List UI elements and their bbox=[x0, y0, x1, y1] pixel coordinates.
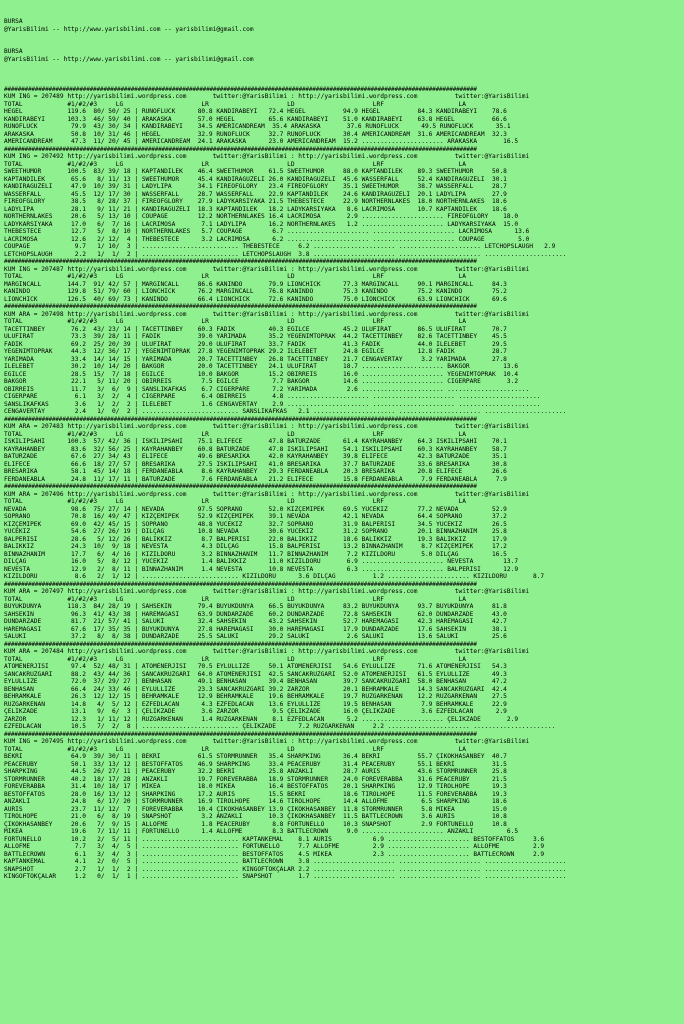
column-header-line: TOTAL #1/#2/#3 LG LR LD LRF LA bbox=[4, 595, 466, 603]
race-section bbox=[4, 738, 680, 881]
section-separator: ########################################################################################################################################## bbox=[4, 415, 477, 423]
race-section bbox=[4, 648, 680, 731]
result-row: LETCHOPSLAUGH 2.2 1/ 1/ 2 | .......................... LETCHOPSLAUGH 3.8 ...................... ...................... ...................... bbox=[4, 250, 567, 258]
result-row: FERDANEABLA 24.8 11/ 17/ 11 | BATURZADE 7.6 FERDANEABLA 21.2 ELIFECE 15.8 FERDANEABLA 7.9 FERDANEABLA 7.9 bbox=[4, 475, 507, 483]
column-header-line: TOTAL #1/#2/#3 LG LR LD LRF LA bbox=[4, 160, 466, 168]
result-row: LIONCHICK 126.5 40/ 69/ 73 | KANINDO 66.4 LIONCHICK 72.6 KANINDO 75.0 LIONCHICK 63.9 LIONCHICK 69.6 bbox=[4, 295, 507, 303]
section-separator: ########################################################################################################################################## bbox=[4, 483, 477, 490]
header-line: @YarisBilimi -- http://www.yarisbilimi.com -- yarisbilimi@gmail.com bbox=[4, 25, 254, 33]
result-row: BENHASAN 66.4 24/ 33/ 46 | EYLÜLLIZE 23.3 SANCAKRÜZGARI 39.2 ZARZOR 20.1 BEHRAMKALE 14.3 SANCAKRÜZGARI 42.4 bbox=[4, 685, 507, 693]
result-row: AURIS 23.7 11/ 12/ 7 | FOREVERABBA 10.4 ÇIKOKHASANBEY 13.9 ÇIKOKHASANBEY 11.8 STORMRUNNER 5.8 MIKEA 15.0 bbox=[4, 805, 507, 813]
result-row: OBIRREIS 11.7 3/ 6/ 9 | SANSLIKAFKAS 6.7 CIGERPARE 7.2 YARIMADA 2.6 ...................... ...................... bbox=[4, 385, 530, 393]
result-row: BATTLECROWN 6.1 3/ 4/ 3 | .......................... BESTOFFATOS 4.5 MIKEA 2.3 ...................... BATTLECROWN 2.9 bbox=[4, 850, 545, 858]
section-separator: ########################################################################################################################################## bbox=[4, 145, 477, 153]
result-row: ZARZOR 12.3 1/ 11/ 12 | RÜZGARKENAN 1.4 RÜZGARKENAN 8.1 EZFEDLACAN 5.2 ...................... ÇELIKZADE 2.9 bbox=[4, 715, 519, 723]
result-row: ANZAKLI 24.8 6/ 17/ 20 | STORMRUNNER 16.9 TIROLHOPE 14.6 TIROLHOPE 14.4 ALLOFME 6.5 SHARPKING 18.6 bbox=[4, 798, 507, 805]
column-header-line: TOTAL #1/#2/#3 LG LR LD LRF LA bbox=[4, 430, 466, 438]
result-row: DÜNDARZADE 81.7 21/ 57/ 41 | SALUKI 32.4 SAHSEKIN 43.2 SAHSEKIN 52.7 HAREMAGASI 42.3 HAREMAGASI 42.7 bbox=[4, 618, 507, 625]
result-row: CENGAVERTAY 2.4 1/ 0/ 2 | .......................... SANSLIKAFKAS 2.1 ...................... ...................... ...................... bbox=[4, 408, 567, 415]
result-row: NEVADA 98.6 75/ 27/ 14 | NEVADA 97.5 SOPRANO 52.0 KIZÇEMIPEK 69.5 YÜCEKIZ 77.2 NEVADA 52.9 bbox=[4, 505, 507, 513]
result-row: SNAPSHOT 2.7 1/ 1/ 2 | .......................... KINGOFTOKÇALAR 2.2 ...................... ...................... ...................... bbox=[4, 865, 567, 873]
race-section bbox=[4, 588, 680, 641]
result-row: ATOMENERJISI 97.4 52/ 48/ 31 | ATOMENERJISI 70.5 EYLÜLLIZE 50.1 ATOMENERJISI 54.6 EYLÜLLIZE 71.6 ATOMENERJISI 54.3 bbox=[4, 663, 507, 670]
column-header-line: TOTAL #1/#2/#3 LG LR LD LRF LA bbox=[4, 318, 466, 325]
result-row: SHARPKING 44.5 26/ 27/ 11 | PEACERUBY 32.2 BEKRI 25.8 ANZAKLI 28.7 AURIS 43.6 STORMRUNNER 25.8 bbox=[4, 768, 507, 775]
race-header-line: KUM ING = 207495 http://yarisbilimi.wordpress.com twitter:@YarisBilimi : http://yarisbilimi.wordpress.com twitter:@YarisBilimi bbox=[4, 738, 530, 745]
header-line: @YarisBilimi -- http://www.yarisbilimi.com -- yarisbilimi@gmail.com bbox=[4, 55, 254, 63]
race-section bbox=[4, 153, 680, 258]
result-row: BALPERISI 28.6 5/ 12/ 26 | BALIKKIZ 8.7 BALPERISI 22.0 BALIKKIZ 18.6 BALIKKIZ 19.3 BALIKKIZ 17.9 bbox=[4, 535, 507, 543]
document-header bbox=[4, 18, 680, 71]
race-section bbox=[4, 491, 680, 581]
result-row: BALIKKIZ 24.3 10/ 9/ 18 | NEVESTA 4.3 DILÇAG 15.8 BALPERISI 13.2 BINNAZHANIM 8.7 KIZÇEMIPEK 17.2 bbox=[4, 543, 507, 550]
result-row: BEKRI 64.9 39/ 30/ 11 | BEKRI 61.5 STORMRUNNER 35.4 SHARPKING 36.4 BEKRI 55.7 ÇIKOKHASANBEY 40.7 bbox=[4, 753, 507, 760]
column-header-line: TOTAL #1/#2/#3 LG LR LD LRF LA bbox=[4, 745, 466, 753]
section-separator: ########################################################################################################################################## bbox=[4, 580, 477, 588]
result-row: TACETTINBEY 76.2 43/ 23/ 14 | TACETTINBEY 60.3 FADIK 40.3 EGILCE 45.2 ULUFIRAT 86.5 ULUFIRAT 70.7 bbox=[4, 325, 507, 333]
section-separator: ########################################################################################################################################## bbox=[4, 640, 477, 648]
result-row: KIZÇEMIPEK 69.0 42/ 45/ 15 | SOPRANO 48.8 YÜCEKIZ 32.7 SOPRANO 31.9 BALPERISI 34.5 YÜCEKIZ 26.5 bbox=[4, 520, 507, 528]
result-row: SOPRANO 70.8 16/ 49/ 47 | KIZÇEMIPEK 52.9 KIZÇEMIPEK 39.1 NEVADA 42.1 NEVADA 64.4 SOPRANO 37.2 bbox=[4, 513, 507, 520]
result-row: CIGERPARE 6.1 3/ 2/ 4 | CIGERPARE 6.4 OBIRREIS 4.8 ...................... ...................... ...................... bbox=[4, 393, 541, 400]
result-row: AMERICANDREAM 47.3 11/ 20/ 45 | AMERICANDREAM 24.1 ARAKASKA 23.0 AMERICANDREAM 15.2 ...................... ARAKASKA 16.5 bbox=[4, 138, 519, 145]
result-row: WASSERFALL 45.5 12/ 17/ 30 | WASSERFALL 28.7 WASSERFALL 22.9 KAPTANDILEK 24.6 KANDIRAGÜZELI 20.1 LADYLIPA 27.9 bbox=[4, 190, 507, 198]
result-row: NORTHERNLAKES 20.6 5/ 13/ 10 | COUPAGE 12.2 NORTHERNLAKES 16.4 LACRIMOSA 2.9 ...................... FIREOFGLORY 18.0 bbox=[4, 213, 519, 220]
race-section bbox=[4, 93, 680, 146]
header-line bbox=[4, 63, 680, 71]
result-row: RUNOFLUCK 79.9 43/ 30/ 34 | KANDIRABEYI 34.5 AMERICANDREAM 35.4 ARAKASKA 37.6 RUNOFLUCK 49.5 RUNOFLUCK 35.1 bbox=[4, 123, 511, 130]
result-row: LACRIMOSA 12.6 2/ 12/ 4 | THEBESTECE 3.2 LACRIMOSA 6.2 ...................... ...................... COUPAGE 5.0 bbox=[4, 235, 530, 243]
result-row: COUPAGE 9.7 1/ 10/ 3 | .......................... THEBESTECE 6.2 ...................... ...................... LETCHOPSLAUGH 2.9 bbox=[4, 243, 556, 250]
section-separator: ########################################################################################################################################## bbox=[4, 258, 477, 265]
section-separator: ########################################################################################################################################## bbox=[4, 730, 477, 738]
result-row: HEGEL 119.6 80/ 50/ 25 | RUNOFLUCK 80.8 KANDIRABEYI 72.4 HEGEL 94.9 HEGEL 84.3 KANDIRABEYI 78.6 bbox=[4, 108, 507, 115]
result-row: BRESARIKA 58.1 45/ 14/ 18 | FERDANEABLA 8.6 KAYRAHANBEY 29.3 FERDANEABLA 20.3 BRESARIKA 20.8 ELIFECE 26.6 bbox=[4, 468, 507, 475]
result-row: KANINDO 129.8 51/ 79/ 60 | LIONCHICK 76.2 MARGINCALL 76.8 KANINDO 75.3 KANINDO 75.2 KANINDO 75.2 bbox=[4, 288, 507, 295]
result-row: LADYLIPA 28.1 9/ 11/ 21 | KANDIRAGÜZELI 18.3 KAPTANDILEK 18.2 LADYKARSIYAKA 8.6 LACRIMOSA 10.7 KAPTANDILEK 18.6 bbox=[4, 205, 507, 213]
result-row: MARGINCALL 144.7 91/ 42/ 57 | MARGINCALL 86.6 KANINDO 79.9 LIONCHICK 77.3 MARGINCALL 90.1 MARGINCALL 84.3 bbox=[4, 280, 507, 288]
header-line: BURSA bbox=[4, 18, 23, 25]
result-row: BINNAZHANIM 17.7 6/ 4/ 16 | KIZILDORU 3.2 BINNAZHANIM 11.7 BINNAZHANIM 7.2 KIZILDORU 5.0 DILÇAG 16.5 bbox=[4, 550, 507, 558]
header-line bbox=[4, 33, 680, 41]
result-row: EYLÜLLIZE 72.0 37/ 29/ 27 | BENHASAN 49.1 BENHASAN 39.4 BENHASAN 39.7 SANCAKRÜZGARI 58.0 BENHASAN 47.2 bbox=[4, 678, 507, 685]
result-row: EGILCE 28.5 15/ 7/ 18 | EGILCE 10.0 BAKGÖR 15.2 OBIRREIS 16.0 ...................... YEGENIMTOPRAK 10.4 bbox=[4, 370, 519, 378]
result-row: ULUFIRAT 73.3 39/ 28/ 11 | FADIK 39.0 YARIMADA 35.2 YEGENIMTOPRAK 44.2 TACETTINBEY 82.6 TACETTINBEY 45.5 bbox=[4, 333, 507, 340]
result-row: ALLOFME 7.7 3/ 4/ 5 | .......................... FORTUNELLO 7.7 ALLOFME 2.9 ...................... ALLOFME 2.9 bbox=[4, 843, 545, 850]
result-row: PEACERUBY 50.1 33/ 13/ 12 | BESTOFFATOS 46.9 SHARPKING 33.4 PEACERUBY 31.4 PEACERUBY 55.1 BEKRI 31.5 bbox=[4, 760, 507, 768]
result-row: KIZILDORU 8.6 2/ 1/ 12 | .......................... KIZILDORU 3.6 DILÇAG 1.2 ...................... KIZILDORU 8.7 bbox=[4, 573, 545, 580]
result-row: KANDIRAGÜZELI 47.9 10/ 39/ 31 | LADYLIPA 34.1 FIREOFGLORY 23.4 FIREOFGLORY 35.1 SWEETHUMOR 38.7 WASSERFALL 28.7 bbox=[4, 183, 507, 190]
result-row: SAHSEKIN 96.3 41/ 43/ 38 | HAREMAGASI 63.9 DÜNDARZADE 60.2 DÜNDARZADE 72.8 SAHSEKIN 62.0 DÜNDARZADE 43.0 bbox=[4, 610, 507, 618]
result-row: TIROLHOPE 21.0 6/ 8/ 19 | SNAPSHOT 3.2 ANZAKLI 10.3 ÇIKOKHASANBEY 11.5 BATTLECROWN 3.6 AURIS 10.8 bbox=[4, 813, 507, 820]
race-sections bbox=[4, 86, 680, 881]
column-header-line: TOTAL #1/#2/#3 LG LR LD LRF LA bbox=[4, 498, 466, 505]
column-header-line: TOTAL #1/#2/#3 LG LR LD LRF LA bbox=[4, 273, 466, 280]
result-row: FADIK 69.2 25/ 20/ 39 | ULUFIRAT 29.0 ULUFIRAT 33.7 FADIK 41.3 FADIK 44.0 ILELEBET 29.5 bbox=[4, 340, 507, 348]
result-row: EZFEDLACAN 10.5 7/ 2/ 8 | .......................... ÇELIKZADE 7.2 RÜZGARKENAN 2.2 ...................... ...................... bbox=[4, 723, 556, 730]
result-row: BÜYÜKDÜNYA 118.3 84/ 28/ 19 | SAHSEKIN 79.4 BÜYÜKDÜNYA 66.5 BÜYÜKDÜNYA 83.2 BÜYÜKDÜNYA 93.7 BÜYÜKDÜNYA 81.8 bbox=[4, 603, 507, 610]
result-row: KAYRAHANBEY 83.6 32/ 56/ 25 | KAYRAHANBEY 60.8 BATURZADE 47.8 ISKILIPSAHI 54.1 ISKILIPSAHI 60.3 KAYRAHANBEY 58.7 bbox=[4, 445, 507, 453]
race-section bbox=[4, 266, 680, 304]
result-row: THEBESTECE 12.7 5/ 8/ 10 | NORTHERNLAKES 5.7 COUPAGE 6.7 ...................... ...................... LACRIMOSA 13.6 bbox=[4, 228, 530, 235]
result-row: LADYKARSIYAKA 17.0 6/ 7/ 16 | LACRIMOSA 7.1 LADYLIPA 16.2 NORTHERNLAKES 1.2 ...................... LADYKARSIYAKA 15.0 bbox=[4, 220, 519, 228]
result-row: HAREMAGASI 67.6 17/ 35/ 35 | BÜYÜKDÜNYA 27.8 HAREMAGASI 30.0 HAREMAGASI 17.9 DÜNDARZADE 17.6 SAHSEKIN 38.1 bbox=[4, 625, 507, 633]
race-section bbox=[4, 423, 680, 483]
result-row: KAPTANDILEK 65.6 8/ 11/ 13 | SWEETHUMOR 45.4 KANDIRAGÜZELI 26.0 KANDIRAGÜZELI 45.6 WASSERFALL 52.4 KANDIRAGÜZELI 30.1 bbox=[4, 175, 507, 183]
result-row: KANDIRABEYI 103.3 46/ 59/ 40 | ARAKASKA 57.0 HEGEL 65.6 KANDIRABEYI 51.0 KANDIRABEYI 63.8 HEGEL 66.6 bbox=[4, 115, 507, 123]
section-separator: ########################################################################################################################################## bbox=[4, 85, 477, 93]
race-header-line: KUM ING = 207489 http://yarisbilimi.wordpress.com twitter:@YarisBilimi : http://yarisbilimi.wordpress.com twitter:@YarisBilimi bbox=[4, 93, 530, 100]
result-row: KINGOFTOKÇALAR 1.2 0/ 1/ 1 | .......................... SNAPSHOT 1.7 ...................... ...................... ...................... bbox=[4, 873, 567, 880]
result-row: YEGENIMTOPRAK 44.3 12/ 36/ 17 | YEGENIMTOPRAK 27.8 YEGENIMTOPRAK 29.2 ILELEBET 24.8 EGILCE 12.8 FADIK 28.7 bbox=[4, 348, 507, 355]
result-row: YARIMADA 33.4 14/ 14/ 15 | YARIMADA 20.7 TACETTINBEY 26.8 TACETTINBEY 21.7 CENGAVERTAY 3.2 YARIMADA 27.8 bbox=[4, 355, 507, 363]
result-row: BATURZADE 67.6 27/ 34/ 43 | ELIFECE 49.6 BRESARIKA 42.0 KAYRAHANBEY 39.8 ELIFECE 42.3 BATURZADE 35.1 bbox=[4, 453, 507, 460]
result-row: FIREOFGLORY 38.5 8/ 28/ 37 | FIREOFGLORY 27.9 LADYKARSIYAKA 21.5 THEBESTECE 22.9 NORTHERNLAKES 18.0 NORTHERNLAKES 18.6 bbox=[4, 198, 507, 205]
header-line: BURSA bbox=[4, 48, 23, 55]
result-row: ÇIKOKHASANBEY 20.6 7/ 9/ 15 | ALLOFME 1.8 PEACERUBY 8.8 FORTUNELLO 10.3 SNAPSHOT 2.9 FORTUNELLO 10.8 bbox=[4, 820, 507, 828]
result-row: RÜZGARKENAN 14.8 4/ 5/ 12 | EZFEDLACAN 4.3 EZFEDLACAN 13.6 EYLÜLLIZE 19.5 BENHASAN 7.9 BEHRAMKALE 22.9 bbox=[4, 700, 507, 708]
race-header-line: KUM ARA = 207496 http://yarisbilimi.wordpress.com twitter:@YarisBilimi : http://yarisbilimi.wordpress.com twitter:@YarisBilimi bbox=[4, 490, 530, 498]
result-row: ÇELIKZADE 13.1 9/ 6/ 3 | ÇELIKZADE 3.6 ZARZOR 9.5 ÇELIKZADE 16.0 ÇELIKZADE 3.6 EZFEDLACAN 2.9 bbox=[4, 708, 507, 715]
race-header-line: KUM ARA = 207498 http://yarisbilimi.wordpress.com twitter:@YarisBilimi : http://yarisbilimi.wordpress.com twitter:@YarisBilimi bbox=[4, 310, 530, 318]
race-section bbox=[4, 311, 680, 416]
result-row: ARAKASKA 50.8 10/ 31/ 46 | HEGEL 32.9 RUNOFLUCK 32.7 RUNOFLUCK 30.4 AMERICANDREAM 31.6 AMERICANDREAM 32.3 bbox=[4, 130, 507, 138]
race-header-line: KUM ARA = 207497 http://yarisbilimi.wordpress.com twitter:@YarisBilimi : http://yarisbilimi.wordpress.com twitter:@YarisBilimi bbox=[4, 588, 530, 595]
result-row: DILÇAG 16.0 5/ 8/ 12 | YÜCEKIZ 1.4 BALIKKIZ 11.0 KIZILDORU 6.9 ...................... NEVESTA 13.7 bbox=[4, 558, 519, 565]
result-row: BEHRAMKALE 26.3 12/ 12/ 15 | BEHRAMKALE 12.9 BEHRAMKALE 19.6 BEHRAMKALE 19.7 RÜZGARKENAN 12.2 RÜZGARKENAN 27.5 bbox=[4, 693, 507, 700]
result-row: MIKEA 19.6 7/ 11/ 11 | FORTUNELLO 1.4 ALLOFME 8.3 BATTLECROWN 9.0 ...................... ANZAKLI 6.5 bbox=[4, 828, 519, 835]
result-row: SANCAKRÜZGARI 88.2 43/ 44/ 36 | SANCAKRÜZGARI 64.0 ATOMENERJISI 42.5 SANCAKRÜZGARI 52.0 ATOMENERJISI 61.5 EYLÜLLIZE 49.3 bbox=[4, 670, 507, 678]
result-row: YÜCEKIZ 54.6 27/ 26/ 19 | DILÇAG 10.8 NEVADA 30.6 YÜCEKIZ 31.2 SOPRANO 20.1 BINNAZHANIM 25.8 bbox=[4, 528, 507, 535]
race-header-line: KUM ING = 207487 http://yarisbilimi.wordpress.com twitter:@YarisBilimi : http://yarisbilimi.wordpress.com twitter:@YarisBilimi bbox=[4, 265, 530, 273]
race-header-line: KUM ARA = 207484 http://yarisbilimi.wordpress.com twitter:@YarisBilimi : http://yarisbilimi.wordpress.com twitter:@YarisBilimi bbox=[4, 648, 530, 655]
result-row: FORTUNELLO 10.2 2/ 5/ 11 | .......................... KAPTANKEMAL 8.1 AURIS 6.9 ...................... BESTOFFATOS 3.6 bbox=[4, 835, 545, 843]
result-row: SANSLIKAFKAS 3.6 1/ 2/ 2 | ILELEBET 1.6 CENGAVERTAY 2.9 ...................... ...................... ...................... bbox=[4, 400, 541, 408]
result-row: FOREVERABBA 31.4 10/ 18/ 17 | MIKEA 18.0 MIKEA 16.4 BESTOFFATOS 20.1 SHARPKING 12.9 TIROLHOPE 19.3 bbox=[4, 783, 507, 790]
result-row: KAPTANKEMAL 4.1 2/ 0/ 5 | .......................... BATTLECROWN 3.8 ...................... ...................... ...................... bbox=[4, 858, 567, 865]
column-header-line: TOTAL #1/#2/#3 LG LR LD LRF LA bbox=[4, 655, 466, 663]
result-row: SALUKI 37.2 8/ 8/ 38 | DÜNDARZADE 25.5 SALUKI 29.2 SALUKI 2.6 SALUKI 13.6 SALUKI 25.6 bbox=[4, 633, 507, 640]
race-header-line: KUM ING = 207492 http://yarisbilimi.wordpress.com twitter:@YarisBilimi : http://yarisbilimi.wordpress.com twitter:@YarisBilimi bbox=[4, 153, 530, 160]
result-row: ELIFECE 66.6 18/ 27/ 57 | BRESARIKA 27.5 ISKILIPSAHI 41.0 BRESARIKA 37.7 BATURZADE 33.6 BRESARIKA 30.8 bbox=[4, 460, 507, 468]
result-row: NEVESTA 12.9 2/ 8/ 11 | BINNAZHANIM 1.4 NEVESTA 10.8 NEVESTA 6.3 ...................... BALPERISI 12.9 bbox=[4, 565, 519, 573]
column-header-line: TOTAL #1/#2/#3 LG LR LD LRF LA bbox=[4, 100, 466, 108]
result-row: BESTOFFATOS 28.0 16/ 13/ 12 | SHARPKING 17.2 AURIS 15.5 BEKRI 18.6 TIROLHOPE 11.5 FOREVERABBA 19.3 bbox=[4, 790, 507, 798]
result-row: STORMRUNNER 40.2 18/ 17/ 28 | ANZAKLI 19.7 FOREVERABBA 18.9 STORMRUNNER 24.0 FOREVERABBA 31.6 PEACERUBY 21.5 bbox=[4, 775, 507, 783]
result-row: BAKGÖR 22.1 5/ 11/ 20 | OBIRREIS 7.5 EGILCE 7.7 BAKGÖR 14.6 ...................... CIGERPARE 3.2 bbox=[4, 378, 519, 385]
race-header-line: KUM ARA = 207483 http://yarisbilimi.wordpress.com twitter:@YarisBilimi : http://yarisbilimi.wordpress.com twitter:@YarisBilimi bbox=[4, 423, 530, 430]
section-separator: ########################################################################################################################################## bbox=[4, 303, 477, 310]
result-row: SWEETHUMOR 100.5 83/ 39/ 18 | KAPTANDILEK 46.4 SWEETHUMOR 61.5 SWEETHUMOR 88.0 KAPTANDILEK 89.3 SWEETHUMOR 50.8 bbox=[4, 168, 507, 175]
result-row: ISKILIPSAHI 100.3 57/ 42/ 36 | ISKILIPSAHI 75.1 ELIFECE 47.8 BATURZADE 61.4 KAYRAHANBEY 64.3 ISKILIPSAHI 70.1 bbox=[4, 438, 507, 445]
result-row: ILELEBET 30.2 10/ 14/ 20 | BAKGÖR 20.0 TACETTINBEY 24.1 ULUFIRAT 18.7 ...................... BAKGÖR 13.6 bbox=[4, 363, 519, 370]
header-line bbox=[4, 41, 680, 49]
